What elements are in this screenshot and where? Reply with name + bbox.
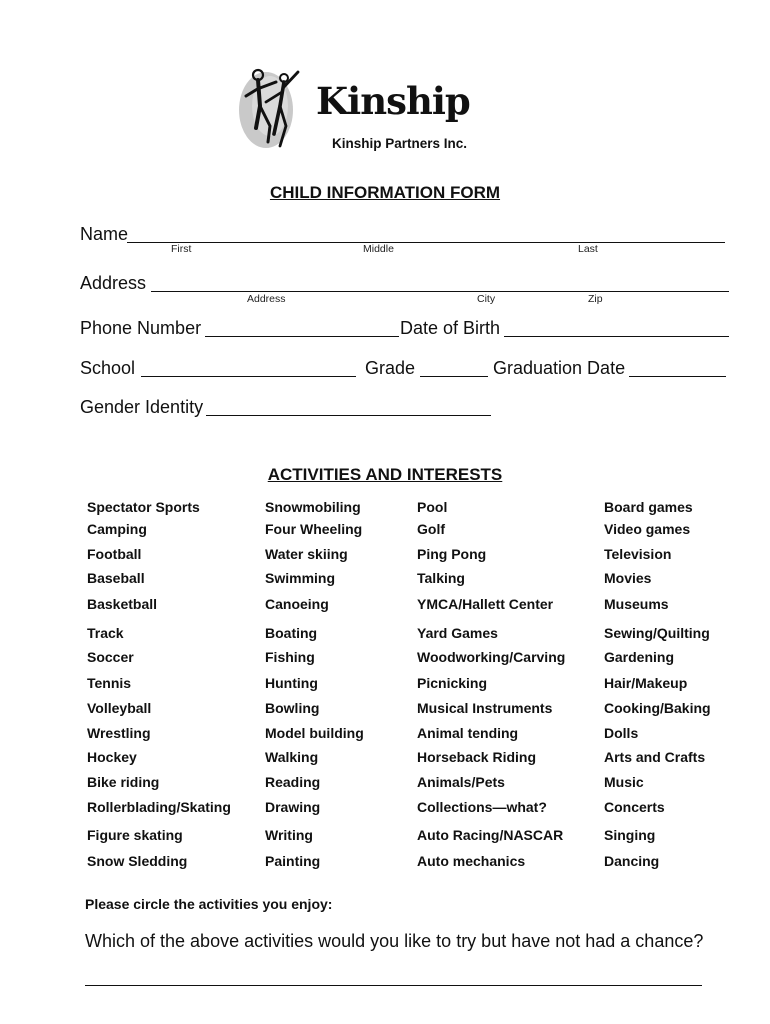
kinship-figures-logo-icon — [236, 66, 308, 150]
activity-item[interactable]: Auto Racing/NASCAR — [417, 827, 564, 843]
try-answer-field[interactable] — [85, 985, 702, 986]
activity-item[interactable]: Arts and Crafts — [604, 749, 706, 765]
activity-item[interactable]: Auto mechanics — [417, 853, 526, 869]
school-label: School — [80, 358, 136, 378]
activity-item[interactable]: Animal tending — [417, 725, 519, 741]
school-field[interactable] — [141, 376, 356, 377]
activity-item[interactable]: Video games — [604, 521, 691, 537]
activity-item[interactable]: Pool — [417, 499, 448, 515]
activity-item[interactable]: Sewing/Quilting — [604, 625, 710, 641]
activity-item[interactable]: Dancing — [604, 853, 660, 869]
activity-item[interactable]: Bowling — [265, 700, 320, 716]
activity-item[interactable]: Talking — [417, 570, 465, 586]
activity-item[interactable]: Board games — [604, 499, 693, 515]
try-question: Which of the above activities would you like to try but have not had a chance? — [85, 931, 704, 951]
activity-item[interactable]: Singing — [604, 827, 656, 843]
activity-item[interactable]: Dolls — [604, 725, 639, 741]
activity-item[interactable]: Track — [87, 625, 124, 641]
activity-item[interactable]: Bike riding — [87, 774, 160, 790]
gender-label: Gender Identity — [80, 397, 204, 417]
zip-sub-label: Zip — [588, 293, 603, 305]
activity-item[interactable]: Movies — [604, 570, 652, 586]
activities-title: ACTIVITIES AND INTERESTS — [267, 465, 503, 484]
activity-item[interactable]: Writing — [265, 827, 313, 843]
activity-item[interactable]: Tennis — [87, 675, 132, 691]
activity-item[interactable]: Animals/Pets — [417, 774, 505, 790]
activity-item[interactable]: Painting — [265, 853, 321, 869]
activity-item[interactable]: Canoeing — [265, 596, 329, 612]
address-sub-label: Address — [247, 293, 286, 305]
graduation-label: Graduation Date — [493, 358, 626, 378]
gender-field[interactable] — [206, 415, 491, 416]
activity-item[interactable]: Snow Sledding — [87, 853, 188, 869]
activity-item[interactable]: Rollerblading/Skating — [87, 799, 231, 815]
activity-item[interactable]: Picnicking — [417, 675, 488, 691]
activity-item[interactable]: Cooking/Baking — [604, 700, 711, 716]
activity-item[interactable]: Television — [604, 546, 672, 562]
brand-subtitle: Kinship Partners Inc. — [332, 136, 468, 151]
name-field[interactable] — [127, 242, 725, 243]
activity-item[interactable]: Figure skating — [87, 827, 183, 843]
activity-item[interactable]: Woodworking/Carving — [417, 649, 566, 665]
activity-item[interactable]: Ping Pong — [417, 546, 487, 562]
activity-item[interactable]: Baseball — [87, 570, 145, 586]
activity-item[interactable]: Water skiing — [265, 546, 348, 562]
activity-item[interactable]: Model building — [265, 725, 364, 741]
dob-label: Date of Birth — [400, 318, 501, 338]
grade-label: Grade — [365, 358, 416, 378]
activity-item[interactable]: Fishing — [265, 649, 315, 665]
activity-item[interactable]: Hockey — [87, 749, 137, 765]
brand-name: Kinship — [316, 79, 470, 123]
name-label: Name — [80, 224, 129, 244]
form-title: CHILD INFORMATION FORM — [269, 183, 501, 202]
activity-item[interactable]: Yard Games — [417, 625, 498, 641]
activity-item[interactable]: Museums — [604, 596, 669, 612]
graduation-field[interactable] — [629, 376, 726, 377]
activity-item[interactable]: Camping — [87, 521, 147, 537]
activity-item[interactable]: YMCA/Hallett Center — [417, 596, 554, 612]
activity-item[interactable]: Basketball — [87, 596, 158, 612]
activity-item[interactable]: Concerts — [604, 799, 665, 815]
activity-item[interactable]: Soccer — [87, 649, 134, 665]
phone-label: Phone Number — [80, 318, 202, 338]
activity-item[interactable]: Horseback Riding — [417, 749, 537, 765]
dob-field[interactable] — [504, 336, 729, 337]
activity-item[interactable]: Collections—what? — [417, 799, 547, 815]
activity-item[interactable]: Gardening — [604, 649, 675, 665]
activity-item[interactable]: Hunting — [265, 675, 318, 691]
activity-item[interactable]: Drawing — [265, 799, 321, 815]
phone-field[interactable] — [205, 336, 399, 337]
circle-instruction: Please circle the activities you enjoy: — [85, 896, 333, 912]
activity-item[interactable]: Volleyball — [87, 700, 152, 716]
activity-item[interactable]: Football — [87, 546, 142, 562]
grade-field[interactable] — [420, 376, 488, 377]
city-sub-label: City — [477, 293, 496, 305]
name-last-label: Last — [578, 243, 598, 255]
address-field[interactable] — [151, 291, 729, 292]
activity-item[interactable]: Wrestling — [87, 725, 151, 741]
activity-item[interactable]: Swimming — [265, 570, 336, 586]
activity-item[interactable]: Spectator Sports — [87, 499, 200, 515]
activity-item[interactable]: Reading — [265, 774, 321, 790]
activity-item[interactable]: Boating — [265, 625, 318, 641]
address-label: Address — [80, 273, 147, 293]
activity-item[interactable]: Four Wheeling — [265, 521, 363, 537]
name-middle-label: Middle — [363, 243, 394, 255]
name-first-label: First — [171, 243, 192, 255]
activity-item[interactable]: Snowmobiling — [265, 499, 361, 515]
activity-item[interactable]: Hair/Makeup — [604, 675, 688, 691]
activity-item[interactable]: Musical Instruments — [417, 700, 553, 716]
activity-item[interactable]: Music — [604, 774, 644, 790]
activity-item[interactable]: Walking — [265, 749, 319, 765]
activity-item[interactable]: Golf — [417, 521, 445, 537]
